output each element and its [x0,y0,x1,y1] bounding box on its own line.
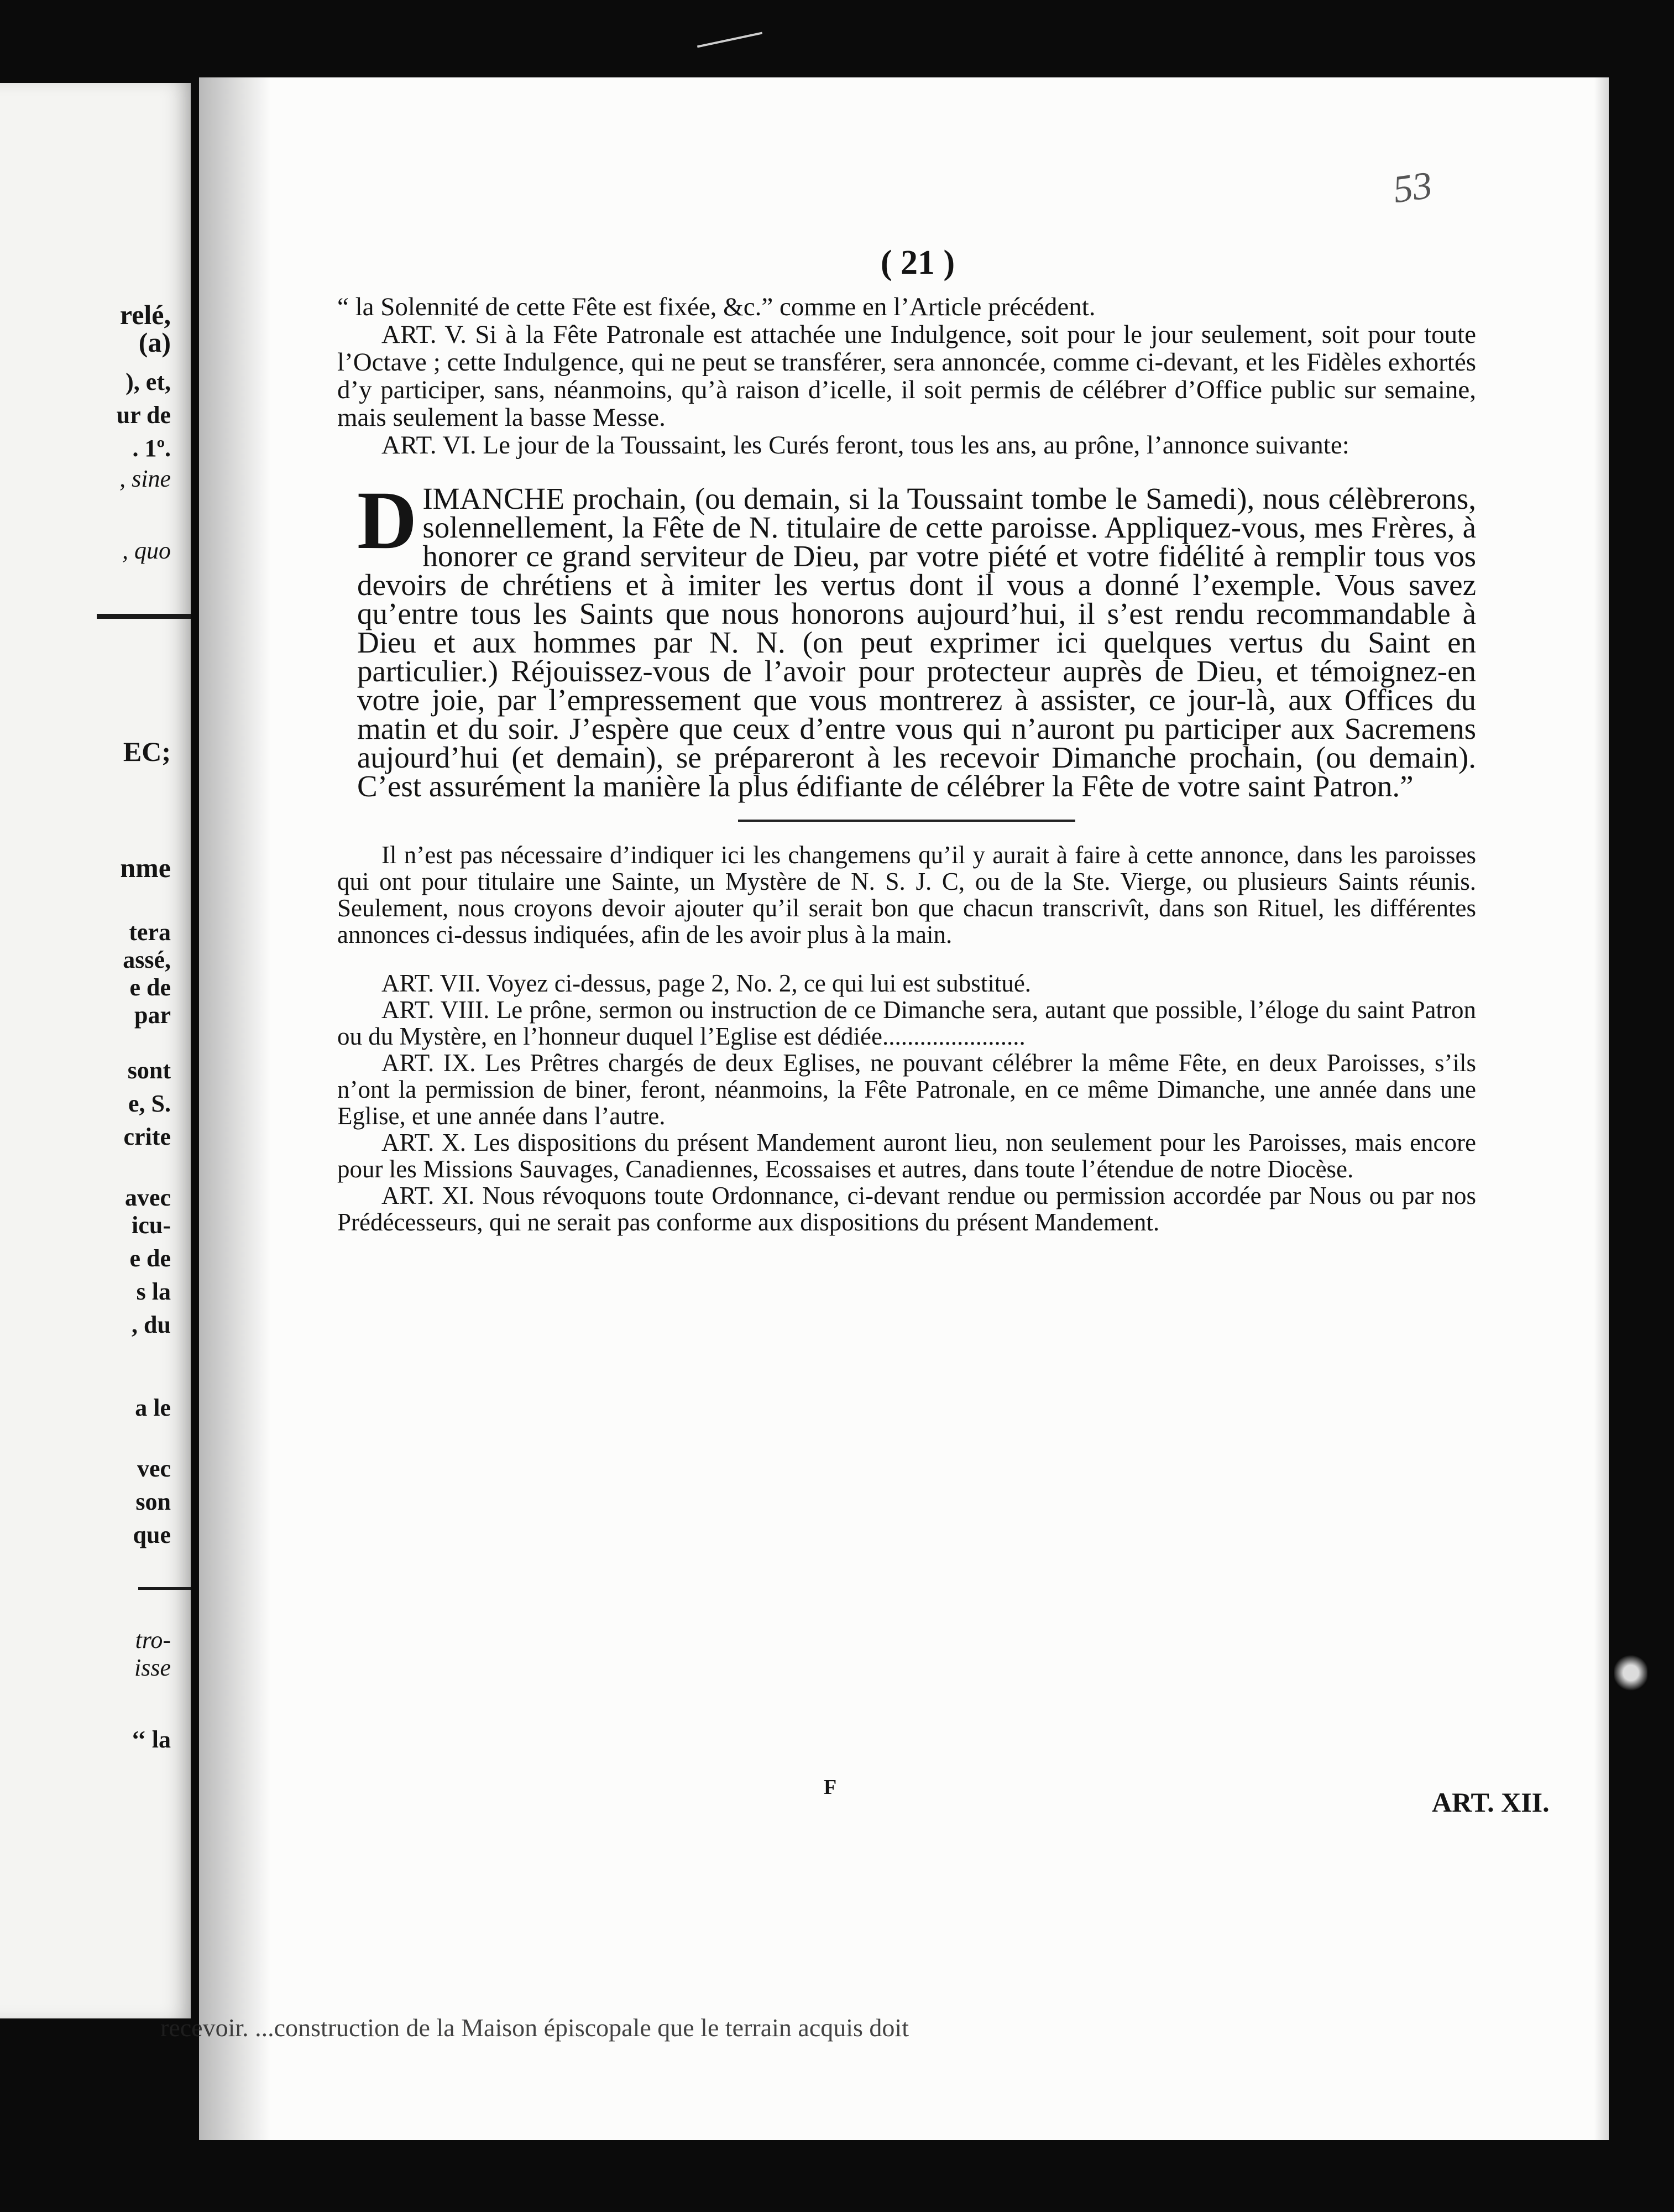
left-fragment: s la [136,1278,171,1305]
left-fragment: relé, [119,299,171,330]
left-fragment: EC; [123,736,171,767]
left-fragment: ur de [116,401,171,429]
catchword: ART. XII. [1432,1787,1550,1818]
left-fragment: assé, [123,946,171,973]
left-fragment: ‘‘ la [131,1726,171,1753]
left-fragment: crite [123,1123,171,1150]
left-fragment: , du [132,1311,171,1338]
left-fragment: e de [129,1245,171,1272]
left-fragment: e de [129,974,171,1001]
article-8: ART. VIII. Le prône, sermon ou instruction de ce Dimanche sera, autant que possible, l’éloge du saint Patron ou du Mystère, en l’honneur duquel l’Eglise est dédiée....................... [337,996,1476,1050]
folio-mark: 53 [1390,164,1435,212]
article-10: ART. X. Les dispositions du présent Mandement auront lieu, non seulement pour les Paroisses, mais encore pour les Missions Sauvages, Canadiennes, Ecossaises et autres, dans toute l’étendue de notre Diocèse. [337,1129,1476,1183]
article-11: ART. XI. Nous révoquons toute Ordonnance, ci-devant rendue ou permission accordée par Nous ou par nos Prédécesseurs, qui ne serait pas conforme aux dispositions du présent Mandement. [337,1182,1476,1236]
announcement-text: IMANCHE prochain, (ou demain, si la Toussaint tombe le Samedi), nous célèbrerons, solennellement, la Fête de N. titulaire de cette paroisse. Appliquez-vous, mes Frères, à honorer ce grand serviteur de Dieu, par votre piété et votre fidélité à remplir tous vos devoirs de chrétiens et à imiter les vertus dont il vous a donné l’exemple. Vous savez qu’entre tous les Saints que nous honorons aujourd’hui, il s’est rendu recommandable à Dieu et aux hommes par N. N. (on peut exprimer ici quelques vertus du Saint en particulier.) Réjouissez-vous de l’avoir pour protecteur auprès de Dieu, et témoignez-en votre joie, par l’empressement que vous montrerez à assister, ce jour-là, aux Offices du matin et du soir. J’espère que ceux d’entre vous qui n’auront pu participer aux Sacremens aujourd’hui (et demain), se prépareront à les recevoir Dimanche prochain, (ou demain). C’est assurément la manière la plus édifiante de célébrer la Fête de votre saint Patron.” [357,482,1476,803]
body-text [337,293,1476,1235]
page-edge [1594,77,1609,2140]
section-divider [738,820,1075,822]
left-fragment: . 1º. [132,435,171,462]
page-number: ( 21 ) [880,244,955,281]
left-fragment: isse [134,1654,171,1681]
signature-mark: F [824,1776,837,1799]
left-fragment: avec [124,1184,171,1211]
left-fragment: e, S. [128,1090,171,1117]
left-fragment: par [134,1001,171,1029]
left-fragment: nme [120,852,171,883]
editorial-note: Il n’est pas nécessaire d’indiquer ici les changemens qu’il y aurait à faire à cette annonce, dans les paroisses qui ont pour titulaire une Sainte, un Mystère de N. S. J. C, ou de la Ste. Vierge, ou plusieurs Saints réunis. Seulement, nous croyons devoir ajouter qu’il serait bon que chacun transcrivît, dans son Rituel, les différentes annonces ci-dessus indiquées, afin de les avoir plus à la main. [337,841,1476,948]
left-fragment: (a) [138,327,171,358]
gutter-shadow [199,77,271,2140]
left-fragment: que [133,1521,171,1548]
drop-cap: D [357,474,417,566]
left-fragment: , quo [122,537,171,564]
left-fragment: ), et, [125,368,171,395]
article-6: ART. VI. Le jour de la Toussaint, les Curés feront, tous les ans, au prône, l’annonce suivante: [381,431,1349,460]
article-5: ART. V. Si à la Fête Patronale est attachée une Indulgence, soit pour le jour seulement, soit pour toute l’Octave ; cette Indulgence, qui ne peut se transférer, sera annoncée, comme ci-devant, et les Fidèles exhortés d’y participer, sans, néanmoins, qu’à raison d’icelle, il soit permis de célébrer d’Office public sur semaine, mais seulement la basse Messe. [337,320,1476,432]
article-9: ART. IX. Les Prêtres chargés de deux Eglises, ne pouvant célébrer la même Fête, en deux Paroisses, s’ils n’ont la permission de biner, feront, néanmoins, la Fête Patronale, en ce même Dimanche, une année dans une Eglise, et une année dans l’autre. [337,1049,1476,1130]
paragraph-continuation: “ la Solennité de cette Fête est fixée, &c.” comme en l’Article précédent. [337,293,1096,321]
left-fragment: vec [137,1455,171,1482]
left-rule [138,1587,191,1590]
scan-scratch [697,32,762,48]
paper-stain [1614,1653,1647,1692]
sunday-announcement [337,474,1476,803]
bleed-through-text: recevoir. ...construction de la Maison épiscopale que le terrain acquis doit [160,2013,909,2042]
left-fragment: , sine [119,465,171,492]
left-fragment: a le [135,1394,171,1421]
left-fragment: sont [127,1057,171,1084]
left-fragment: tro- [135,1626,171,1653]
document-page [199,77,1609,2140]
article-7: ART. VII. Voyez ci-dessus, page 2, No. 2, ce qui lui est substitué. [381,969,1032,997]
left-fragment: icu- [132,1212,171,1239]
left-fragment: tera [129,919,171,946]
left-page-fragment [0,83,191,2018]
left-rule [97,614,191,619]
left-fragment: son [135,1488,171,1515]
